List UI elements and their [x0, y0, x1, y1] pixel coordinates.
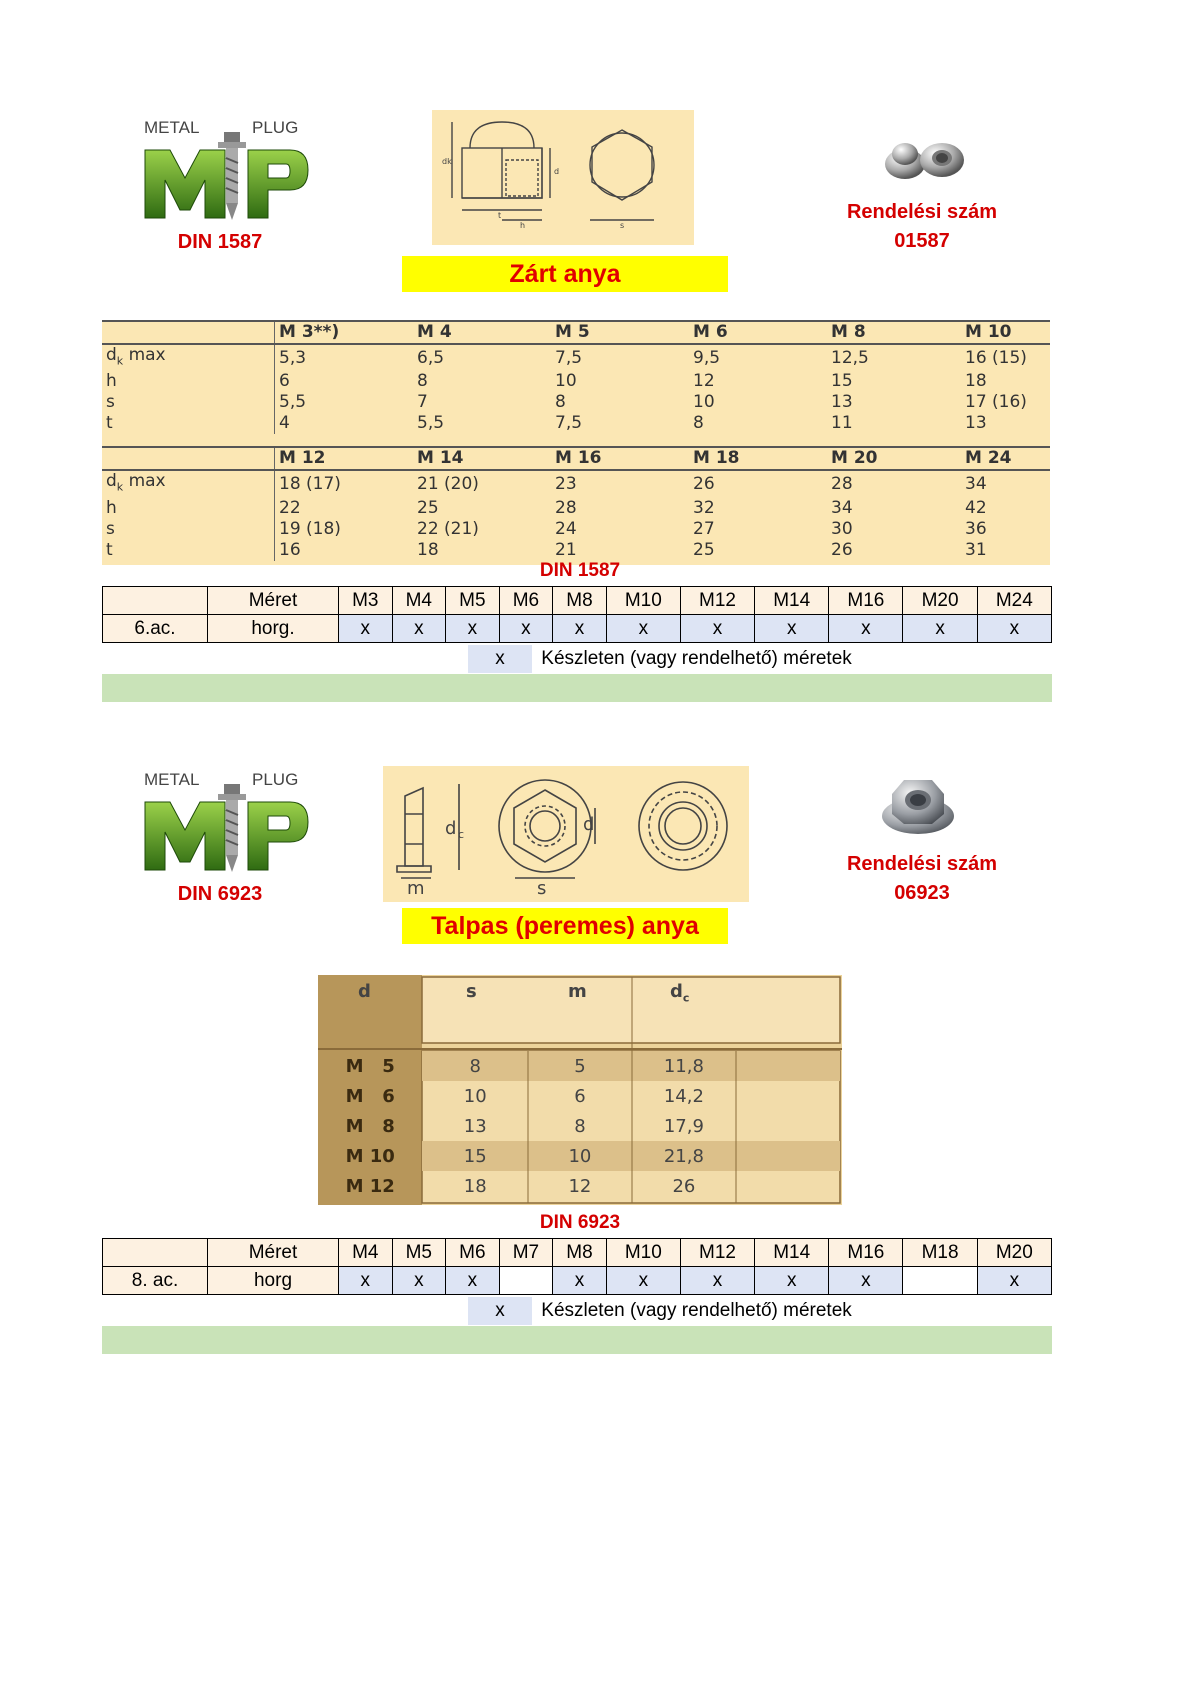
size-cell: M20: [977, 1239, 1051, 1267]
green-divider-bar: [102, 674, 1052, 702]
logo-text-metal: METAL: [144, 770, 200, 789]
dimension-value: 34: [831, 497, 853, 518]
flange-s: 10: [463, 1085, 487, 1107]
flange-dimension-table: [318, 975, 842, 1205]
dimension-value: 24: [555, 518, 577, 539]
dimension-value: 22 (21): [417, 518, 479, 539]
svg-text:h: h: [520, 221, 526, 230]
finish-cell: horg: [208, 1267, 339, 1295]
dimension-value: 6,5: [417, 347, 445, 368]
dimension-label: $d_k$ max: [102, 470, 275, 497]
flange-size: M 8: [345, 1115, 395, 1137]
cap-nut-photo-graphic: [880, 134, 970, 182]
dimension-value: 12: [693, 371, 715, 392]
dimension-value: 28: [831, 474, 853, 495]
dimension-value: 23: [555, 474, 577, 495]
dimension-value: 31: [965, 539, 987, 560]
flange-dc: 11,8: [663, 1055, 704, 1077]
meret-label: Méret: [208, 587, 339, 615]
availability-cell: x: [829, 1267, 903, 1295]
size-header: M 6: [689, 321, 827, 344]
flange-dc: 21,8: [663, 1145, 704, 1167]
cap-nut-drawing: [432, 110, 694, 245]
dimension-value: 42: [965, 497, 987, 518]
availability-cell: x: [977, 1267, 1051, 1295]
dimension-table: [102, 320, 1050, 565]
dimension-value: 21 (20): [417, 474, 479, 495]
cap-nut-technical-drawing: [432, 110, 694, 245]
product-title: Zárt anya: [402, 256, 728, 292]
din-label: DIN 1587: [177, 231, 263, 253]
flange-header-m: m: [568, 981, 587, 1002]
dimension-value: 26: [693, 474, 715, 495]
flange-m: 8: [574, 1115, 586, 1137]
order-table: [102, 586, 1052, 643]
size-header-row: [102, 321, 1050, 344]
green-divider-bar: [102, 1326, 1052, 1354]
order-number: 06923: [894, 882, 950, 904]
dimension-row: [102, 519, 1050, 540]
availability-cell: x: [680, 1267, 754, 1295]
size-cell: M16: [829, 587, 903, 615]
size-cell: M24: [977, 587, 1051, 615]
availability-cell: x: [903, 615, 977, 643]
dimension-value: 25: [693, 539, 715, 560]
dimension-label: h: [102, 371, 275, 392]
table-caption: DIN 6923: [539, 1212, 621, 1233]
dimension-value: 5,5: [417, 413, 445, 434]
availability-cell: x: [977, 615, 1051, 643]
availability-cell: x: [446, 1267, 500, 1295]
svg-text:m: m: [407, 878, 425, 899]
size-cell: M3: [339, 587, 393, 615]
flange-dc: 14,2: [663, 1085, 704, 1107]
dimension-label: $d_k$ max: [102, 344, 275, 371]
flange-s: 13: [463, 1115, 487, 1137]
dimension-value: 11: [831, 413, 853, 434]
legend: [468, 645, 852, 673]
availability-cell: x: [606, 615, 680, 643]
flange-nut-photo: [878, 770, 958, 840]
availability-cell: [903, 1267, 977, 1295]
grade-cell: 8. ac.: [103, 1267, 208, 1295]
flange-header-s: s: [466, 981, 477, 1002]
availability-cell: x: [339, 1267, 393, 1295]
flange-s: 18: [463, 1175, 487, 1197]
dimension-value: 12,5: [831, 347, 869, 368]
dimension-value: 30: [831, 518, 853, 539]
availability-cell: x: [755, 615, 829, 643]
flange-size: M 10: [345, 1145, 395, 1167]
size-header: M 14: [413, 447, 551, 470]
flange-m: 5: [574, 1055, 586, 1077]
dimension-row: [102, 371, 1050, 392]
size-cell: M14: [755, 1239, 829, 1267]
svg-text:t: t: [498, 211, 502, 220]
dimension-value: 5,3: [279, 347, 307, 368]
dimension-value: 15: [831, 371, 853, 392]
flange-dc: 26: [672, 1175, 696, 1197]
dimension-value: 28: [555, 497, 577, 518]
dimension-row: [102, 344, 1050, 371]
dimension-label: h: [102, 498, 275, 519]
legend-text: Készleten (vagy rendelhető) méretek: [541, 648, 852, 669]
order-number-block: [812, 198, 1032, 256]
dimension-table-part-1: [102, 320, 1050, 434]
order-table: [102, 1238, 1052, 1295]
dimension-value: 6: [279, 371, 290, 392]
dimension-row: [102, 540, 1050, 561]
size-header: M 8: [827, 321, 961, 344]
logo-text-plug: PLUG: [252, 770, 299, 789]
dimension-row: [102, 392, 1050, 413]
size-cell: M4: [339, 1239, 393, 1267]
flange-row: [318, 1141, 736, 1171]
availability-cell: x: [606, 1267, 680, 1295]
flange-m: 12: [568, 1175, 592, 1197]
dimension-value: 32: [693, 497, 715, 518]
flange-size: M 5: [345, 1055, 395, 1077]
legend-mark: x: [468, 645, 532, 673]
size-header: M 24: [961, 447, 1050, 470]
availability-cell: x: [755, 1267, 829, 1295]
order-number-block: [812, 850, 1032, 908]
dimension-label: t: [102, 540, 275, 561]
availability-cell: x: [553, 615, 607, 643]
size-cell: M6: [446, 1239, 500, 1267]
header-corner: [102, 321, 275, 344]
size-cell: M20: [903, 587, 977, 615]
size-cell: M5: [446, 587, 500, 615]
table-caption: DIN 1587: [539, 560, 621, 581]
logo-text-metal: METAL: [144, 118, 200, 137]
order-corner-cell: [103, 587, 208, 615]
order-size-row: [103, 587, 1052, 615]
svg-text:c: c: [458, 828, 465, 841]
metal-plug-logo: [140, 770, 310, 880]
availability-cell: [499, 1267, 553, 1295]
size-header: M 12: [275, 447, 414, 470]
size-cell: M16: [829, 1239, 903, 1267]
dimension-value: 10: [555, 371, 577, 392]
header-corner: [102, 447, 275, 470]
flange-value-rows: [318, 1051, 736, 1201]
size-cell: M6: [499, 587, 553, 615]
size-cell: M12: [680, 587, 754, 615]
size-header: M 18: [689, 447, 827, 470]
dimension-value: 5,5: [279, 392, 307, 413]
size-cell: M18: [903, 1239, 977, 1267]
dimension-row: [102, 498, 1050, 519]
flange-dc: 17,9: [663, 1115, 704, 1137]
flange-nut-technical-drawing: [383, 766, 749, 902]
svg-text:d: d: [445, 818, 457, 839]
svg-text:d: d: [554, 167, 560, 176]
svg-text:dk: dk: [442, 157, 452, 166]
dimension-value: 19 (18): [279, 518, 341, 539]
size-header: M 4: [413, 321, 551, 344]
flange-s: 15: [463, 1145, 487, 1167]
dimension-row: [102, 470, 1050, 497]
dimension-value: 17 (16): [965, 392, 1027, 413]
flange-m: 10: [568, 1145, 592, 1167]
size-cell: M7: [499, 1239, 553, 1267]
flange-size: M 12: [345, 1175, 395, 1197]
order-availability-row: [103, 615, 1052, 643]
dimension-value: 34: [965, 474, 987, 495]
din-label: DIN 6923: [177, 883, 263, 905]
dimension-value: 7,5: [555, 413, 583, 434]
flange-nut-drawing: [383, 766, 749, 902]
dimension-table-part-2: [102, 446, 1050, 560]
order-number: 01587: [894, 230, 950, 252]
size-cell: M12: [680, 1239, 754, 1267]
meret-label: Méret: [208, 1239, 339, 1267]
dimension-value: 18 (17): [279, 474, 341, 495]
availability-cell: x: [553, 1267, 607, 1295]
dimension-value: 16 (15): [965, 347, 1027, 368]
flange-row: [318, 1111, 736, 1141]
dimension-value: 25: [417, 497, 439, 518]
size-cell: M10: [606, 587, 680, 615]
dimension-value: 13: [831, 392, 853, 413]
grade-cell: 6.ac.: [103, 615, 208, 643]
dimension-value: 22: [279, 497, 301, 518]
flange-row: [318, 1081, 736, 1111]
size-header: M 5: [551, 321, 689, 344]
flange-s: 8: [469, 1055, 481, 1077]
product-title: Talpas (peremes) anya: [402, 908, 728, 944]
finish-cell: horg.: [208, 615, 339, 643]
size-cell: M8: [553, 1239, 607, 1267]
dimension-value: 9,5: [693, 347, 721, 368]
size-header: M 3**): [275, 321, 414, 344]
flange-row: [318, 1051, 736, 1081]
flange-size: M 6: [345, 1085, 395, 1107]
dimension-value: 21: [555, 539, 577, 560]
dimension-value: 8: [417, 371, 428, 392]
size-header: M 20: [827, 447, 961, 470]
dimension-value: 26: [831, 539, 853, 560]
svg-text:s: s: [537, 878, 547, 899]
dimension-value: 7: [417, 392, 428, 413]
dimension-label: s: [102, 519, 275, 540]
size-cell: M14: [755, 587, 829, 615]
metal-plug-logo: [140, 118, 310, 228]
order-corner-cell: [103, 1239, 208, 1267]
size-header: M 16: [551, 447, 689, 470]
dimension-value: 8: [555, 392, 566, 413]
flange-m: 6: [574, 1085, 586, 1107]
svg-text:d: d: [583, 814, 595, 835]
availability-cell: x: [499, 615, 553, 643]
order-label: Rendelési szám: [846, 853, 998, 875]
legend-text: Készleten (vagy rendelhető) méretek: [541, 1300, 852, 1321]
size-header-row: [102, 447, 1050, 470]
dimension-label: s: [102, 392, 275, 413]
dimension-value: 13: [965, 413, 987, 434]
availability-cell: x: [392, 615, 446, 643]
size-cell: M10: [606, 1239, 680, 1267]
order-size-row: [103, 1239, 1052, 1267]
flange-nut-photo-graphic: [878, 770, 958, 840]
dimension-value: 18: [965, 371, 987, 392]
size-cell: M8: [553, 587, 607, 615]
legend-mark: x: [468, 1297, 532, 1325]
order-availability-row: [103, 1267, 1052, 1295]
legend: [468, 1297, 852, 1325]
flange-header-dc: $d_c$: [670, 981, 690, 1005]
dimension-value: 10: [693, 392, 715, 413]
dimension-value: 8: [693, 413, 704, 434]
dimension-value: 7,5: [555, 347, 583, 368]
dimension-value: 27: [693, 518, 715, 539]
logo-text-plug: PLUG: [252, 118, 299, 137]
availability-cell: x: [392, 1267, 446, 1295]
flange-header-d: d: [358, 981, 371, 1002]
availability-cell: x: [339, 615, 393, 643]
availability-cell: x: [829, 615, 903, 643]
cap-nut-photo: [880, 134, 970, 182]
availability-cell: x: [680, 615, 754, 643]
size-cell: M5: [392, 1239, 446, 1267]
dimension-value: 4: [279, 413, 290, 434]
size-cell: M4: [392, 587, 446, 615]
availability-cell: x: [446, 615, 500, 643]
size-header: M 10: [961, 321, 1050, 344]
flange-row: [318, 1171, 736, 1201]
dimension-value: 16: [279, 539, 301, 560]
svg-text:s: s: [620, 221, 625, 230]
dimension-value: 18: [417, 539, 439, 560]
dimension-label: t: [102, 413, 275, 434]
order-label: Rendelési szám: [846, 201, 998, 223]
dimension-value: 36: [965, 518, 987, 539]
dimension-row: [102, 413, 1050, 434]
